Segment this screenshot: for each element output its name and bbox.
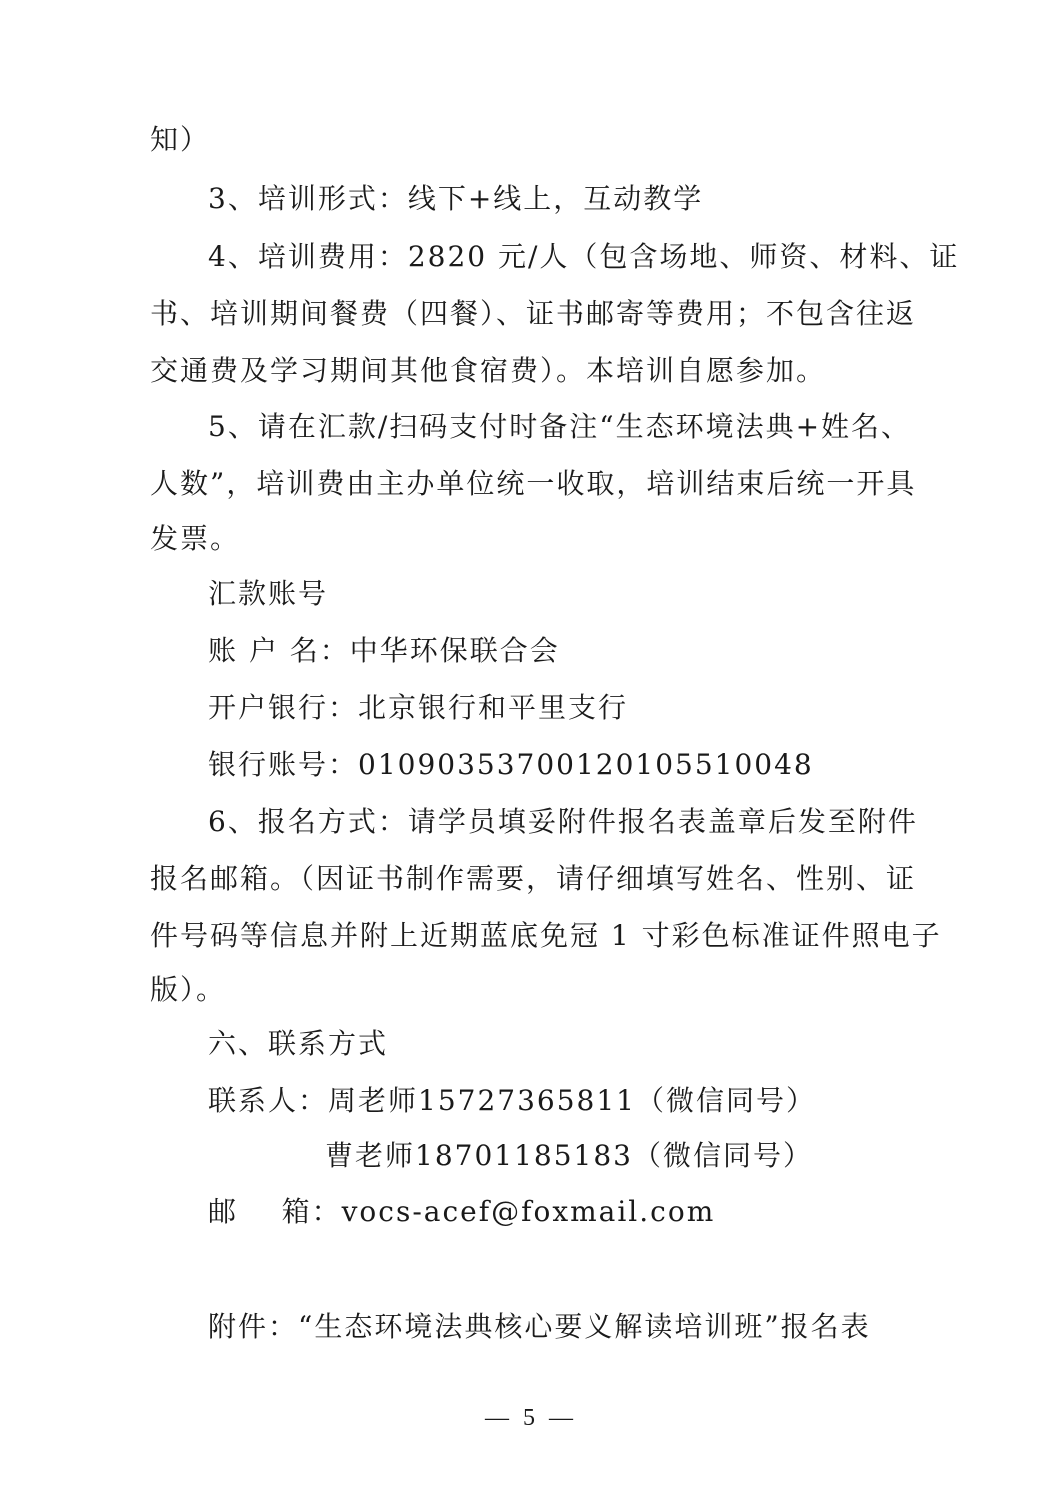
text-line-21: 附件：“生态环境法典核心要义解读培训班”报名表 <box>208 1310 871 1343</box>
text-line-3: 4、培训费用：2820 元/人（包含场地、师资、材料、证 <box>208 240 960 273</box>
text-line-10: 账 户 名：中华环保联合会 <box>208 634 560 667</box>
text-line-8: 发票。 <box>150 522 241 555</box>
text-line-7: 人数”，培训费由主办单位统一收取，培训结束后统一开具 <box>150 467 917 500</box>
text-line-14: 报名邮箱。（因证书制作需要，请仔细填写姓名、性别、证 <box>150 862 917 895</box>
text-line-4: 书、培训期间餐费（四餐）、证书邮寄等费用；不包含往返 <box>150 297 917 330</box>
text-line-19: 曹老师18701185183（微信同号） <box>325 1139 813 1172</box>
text-line-13: 6、报名方式：请学员填妥附件报名表盖章后发至附件 <box>208 805 918 838</box>
text-line-12: 银行账号：0109035370012010551004​8 <box>208 748 814 781</box>
text-line-17: 六、联系方式 <box>208 1027 389 1060</box>
text-line-20: 邮 箱：vocs-acef@foxmail.com <box>208 1195 716 1228</box>
page-number: — 5 — <box>485 1405 577 1431</box>
text-line-18: 联系人：周老师15727365811（微信同号） <box>208 1084 816 1117</box>
text-line-6: 5、请在汇款/扫码支付时备注“生态环境法典+姓名、 <box>208 410 912 443</box>
text-line-15: 件号码等信息并附上近期蓝底免冠 1 寸彩色标准证件照电子 <box>150 919 942 952</box>
text-line-9: 汇款账号 <box>208 577 329 610</box>
text-line-2: 3、培训形式：线下+线上，互动教学 <box>208 182 704 215</box>
text-line-16: 版）。 <box>150 973 227 1006</box>
text-line-5: 交通费及学习期间其他食宿费）。本培训自愿参加。 <box>150 354 827 387</box>
text-line-11: 开户银行：北京银行和平里支行 <box>208 691 629 724</box>
text-line-1: 知） <box>150 123 211 156</box>
